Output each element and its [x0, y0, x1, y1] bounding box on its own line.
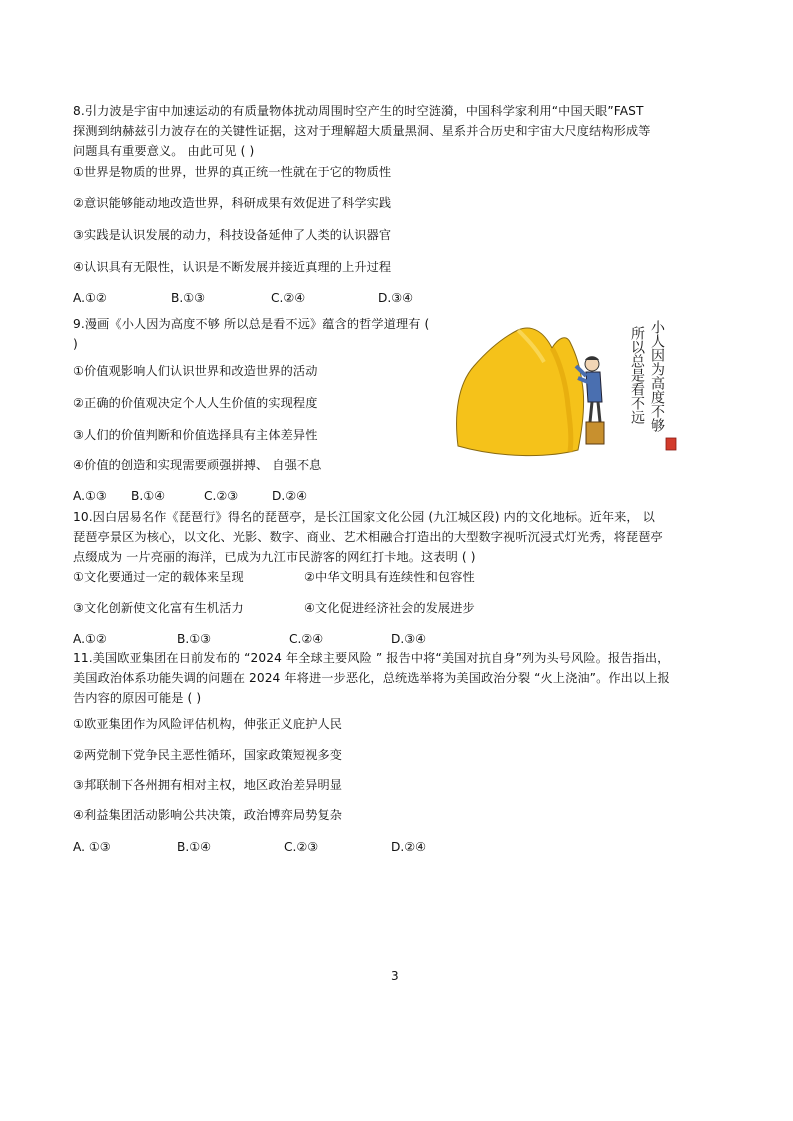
q10-statement-3: ③文化创新使文化富有生机活力 — [73, 601, 244, 615]
q9-option-d: D.②④ — [272, 489, 308, 503]
q10-stem-line-1: 10.因白居易名作《琵琶行》得名的琵琶亭，是长江国家文化公园 (九江城区段) 内的文化地标。近年来， 以 — [73, 510, 655, 524]
q10-statement-2: ②中华文明具有连续性和包容性 — [304, 570, 475, 584]
q8-statement-1: ①世界是物质的世界，世界的真正统一性就在于它的物质性 — [73, 165, 392, 179]
q11-statement-2: ②两党制下党争民主恶性循环，国家政策短视多变 — [73, 748, 343, 762]
q11-statement-1: ①欧亚集团作为风险评估机构，伸张正义庇护人民 — [73, 717, 343, 731]
q11-stem-line-1: 11.美国欧亚集团在日前发布的 “2024 年全球主要风险 ” 报告中将“美国对抗自身”列为头号风险。报告指出， — [73, 651, 670, 665]
q9-option-a: A.①③ — [73, 489, 107, 503]
q8-option-d: D.③④ — [378, 291, 414, 305]
q11-option-a: A. ①③ — [73, 840, 111, 854]
q10-option-a: A.①② — [73, 632, 107, 646]
q11-option-b: B.①④ — [177, 840, 212, 854]
q11-stem-line-3: 告内容的原因可能是 ( ) — [73, 691, 202, 705]
q11-stem-line-2: 美国政治体系功能失调的问题在 2024 年将进一步恶化，总统选举将为美国政治分裂 “火上浇油”。作出以上报 — [73, 671, 670, 685]
q8-stem-line-3: 问题具有重要意义。 由此可见 ( ) — [73, 144, 255, 158]
q9-statement-4: ④价值的创造和实现需要顽强拼搏、 自强不息 — [73, 458, 322, 472]
q10-option-c: C.②④ — [289, 632, 324, 646]
q10-statement-4: ④文化促进经济社会的发展进步 — [304, 601, 475, 615]
q9-option-b: B.①④ — [131, 489, 166, 503]
cartoon-illustration — [452, 318, 684, 458]
q8-statement-3: ③实践是认识发展的动力，科技设备延伸了人类的认识器官 — [73, 228, 392, 242]
q8-stem-line-1: 8.引力波是宇宙中加速运动的有质量物体扰动周围时空产生的时空涟漪，中国科学家利用“中国天眼”FAST — [73, 104, 644, 118]
q8-statement-4: ④认识具有无限性，认识是不断发展并接近真理的上升过程 — [73, 260, 392, 274]
q10-stem-line-2: 琵琶亭景区为核心，以文化、光影、数字、商业、艺术相融合打造出的大型数字视听沉浸式灯光秀，将琵琶亭 — [73, 530, 663, 544]
q8-stem-line-2: 探测到纳赫兹引力波存在的关键性证据，这对于理解超大质量黑洞、星系并合历史和宇宙大尺度结构形成等 — [73, 124, 651, 138]
cartoon-caption-column-1: 小人因为高度不够 — [649, 320, 665, 432]
q9-statement-3: ③人们的价值判断和价值选择具有主体差异性 — [73, 428, 318, 442]
q9-statement-2: ②正确的价值观决定个人人生价值的实现程度 — [73, 396, 318, 410]
q8-option-a: A.①② — [73, 291, 107, 305]
red-seal — [666, 438, 676, 450]
page-number: 3 — [391, 969, 399, 983]
q10-statement-1: ①文化要通过一定的载体来呈现 — [73, 570, 244, 584]
q8-statement-2: ②意识能够能动地改造世界，科研成果有效促进了科学实践 — [73, 196, 392, 210]
q10-stem-line-3: 点缀成为 一片亮丽的海洋，已成为九江市民游客的网红打卡地。这表明 ( ) — [73, 550, 476, 564]
q11-statement-3: ③邦联制下各州拥有相对主权，地区政治差异明显 — [73, 778, 343, 792]
q11-option-c: C.②③ — [284, 840, 319, 854]
q11-statement-4: ④利益集团活动影响公共决策，政治博弈局势复杂 — [73, 808, 343, 822]
q10-option-d: D.③④ — [391, 632, 427, 646]
q11-option-d: D.②④ — [391, 840, 427, 854]
q10-option-b: B.①③ — [177, 632, 212, 646]
man-body — [586, 372, 602, 402]
cartoon-caption-column-2: 所以总是看不远 — [629, 326, 645, 424]
q9-statement-1: ①价值观影响人们认识世界和改造世界的活动 — [73, 364, 318, 378]
q8-option-b: B.①③ — [171, 291, 206, 305]
q9-stem-line-2: ) — [73, 337, 78, 351]
q9-stem-line-1: 9.漫画《小人因为高度不够 所以总是看不远》蕴含的哲学道理有 ( — [73, 317, 430, 331]
stool-box — [586, 422, 604, 444]
q9-option-c: C.②③ — [204, 489, 239, 503]
q8-option-c: C.②④ — [271, 291, 306, 305]
